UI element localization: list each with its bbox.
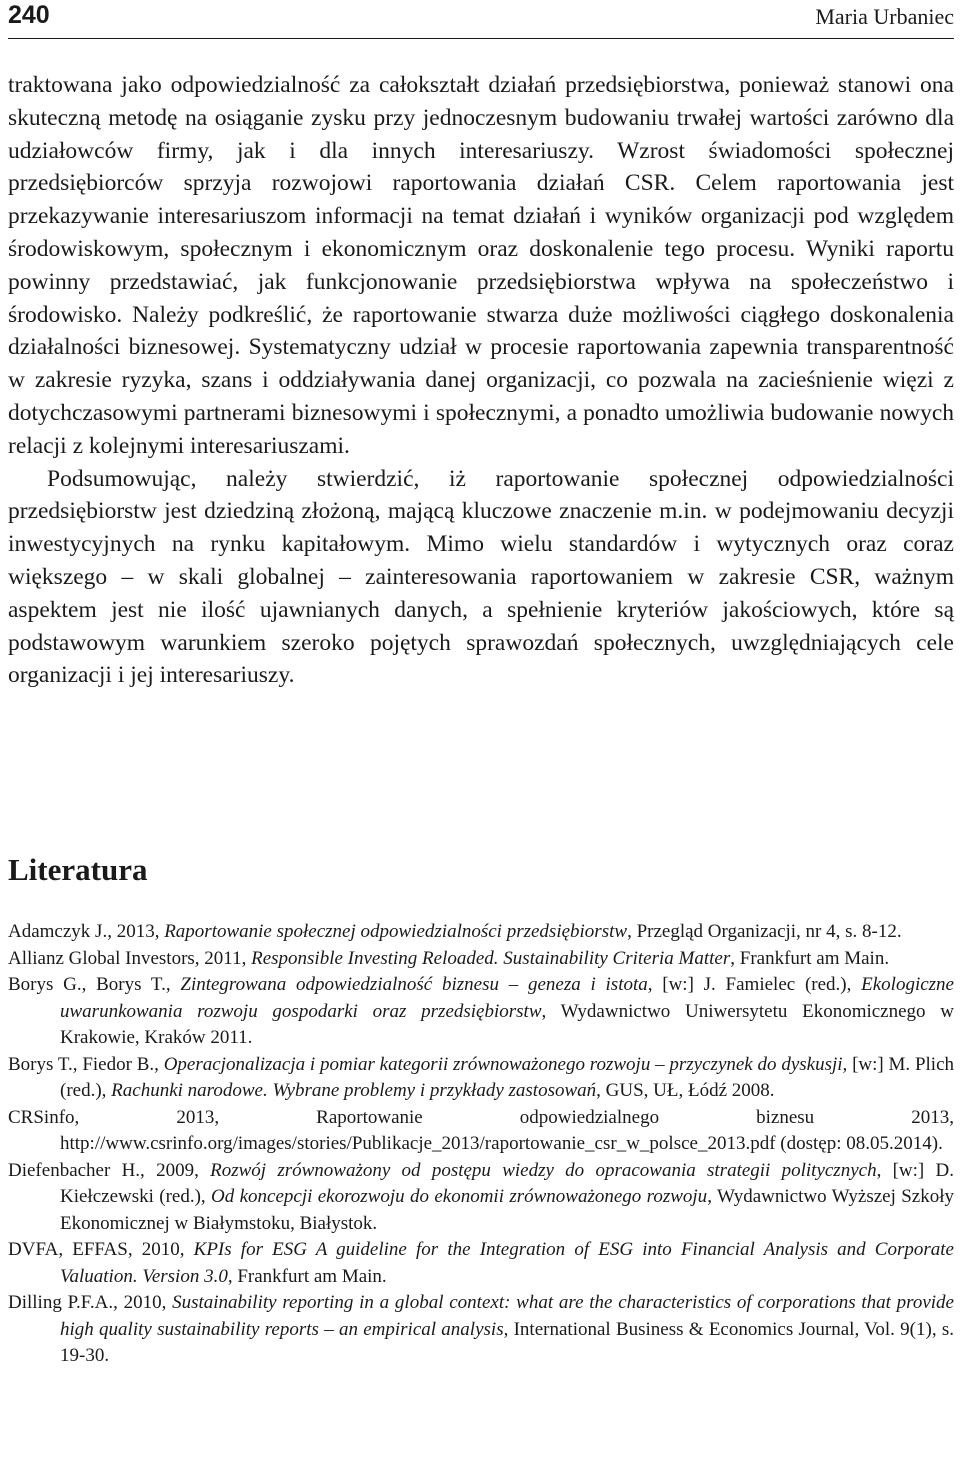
reference-item: Dilling P.F.A., 2010, Sustainability reporting in a global context: what are the characteristics of corporations that provide high quality sustainability reports – an empirical analysis, International Business & Economics Journal, Vol. 9(1), s. 19-30. [8, 1292, 954, 1366]
reference-item: CRSinfo, 2013, Raportowanie odpowiedzialnego biznesu 2013, http://www.csrinfo.org/images/stories/Publikacje_2013/raportowanie_csr_w_polsce_2013.pdf (dostęp: 08.05.2014). [8, 1106, 954, 1154]
body-text [8, 69, 954, 692]
reference-item: Diefenbacher H., 2009, Rozwój zrównoważony od postępu wiedzy do opracowania strategii politycznych, [w:] D. Kiełczewski (red.), Od koncepcji ekorozwoju do ekonomii zrównoważonego rozwoju, Wydawnictwo Wyższej Szkoły Ekonomicznej w Białymstoku, Białystok. [8, 1159, 955, 1234]
reference-item: Adamczyk J., 2013, Raportowanie społecznej odpowiedzialności przedsiębiorstw, Przegląd Organizacji, nr 4, s. 8-12. [8, 921, 902, 942]
paragraph-continued: traktowana jako odpowiedzialność za całokształt działań przedsiębiorstwa, ponieważ stanowi ona skuteczną metodę na osiąganie zysku przy jednoczesnym budowaniu trwałej wartości zarówno dla udziałowców firmy, jak i dla innych interesariuszy. Wzrost świadomości społecznej przedsiębiorców sprzyja rozwojowi raportowania działań CSR. Celem raportowania jest przekazywanie interesariuszom informacji na temat działań i wyników organizacji pod względem środowiskowym, społecznym i ekonomicznym oraz doskonalenie tego procesu. Wyniki raportu powinny przedstawiać, jak funkcjonowanie przedsiębiorstwa wpływa na społeczeństwo i środowisko. Należy podkreślić, że raportowanie stwarza duże możliwości ciągłego doskonalenia działalności biznesowej. Systematyczny udział w procesie raportowania zapewnia transparentność w zakresie ryzyka, szans i oddziaływania danej organizacji, co pozwala na zacieśnienie więzi z dotychczasowymi partnerami biznesowymi i społecznymi, a ponadto umożliwia budowanie nowych relacji z kolejnymi interesariuszami. [8, 72, 954, 459]
reference-item: Allianz Global Investors, 2011, Responsible Investing Reloaded. Sustainability Criteria Matter, Frankfurt am Main. [8, 947, 890, 969]
reference-list [8, 919, 954, 1370]
running-head-author: Maria Urbaniec [815, 4, 954, 29]
running-head [8, 0, 954, 39]
reference-item: DVFA, EFFAS, 2010, KPIs for ESG A guideline for the Integration of ESG into Financial Analysis and Corporate Valuation. Version 3.0, Frankfurt am Main. [8, 1239, 954, 1287]
reference-item: Borys T., Fiedor B., Operacjonalizacja i pomiar kategorii zrównoważonego rozwoju – przyczynek do dyskusji, [w:] M. Plich (red.), Rachunki narodowe. Wybrane problemy i przykłady zastosowań, GUS, UŁ, Łódź 2008. [8, 1053, 955, 1101]
section-heading-literatura: Literatura [8, 852, 148, 887]
paragraph-conclusion: Podsumowując, należy stwierdzić, iż raportowanie społecznej odpowiedzialności przedsiębiorstw jest dziedziną złożoną, mającą kluczowe znaczenie m.in. w podejmowaniu decyzji inwestycyjnych na rynku kapitałowym. Mimo wielu standardów i wytycznych oraz coraz większego – w skali globalnej – zainteresowania raportowaniem w zakresie CSR, ważnym aspektem jest nie ilość ujawnianych danych, a spełnienie kryteriów jakościowych, które są podstawowym warunkiem szeroko pojętych sprawozdań społecznych, uwzględniających cele organizacji i jej interesariuszy. [8, 465, 954, 689]
reference-item: Borys G., Borys T., Zintegrowana odpowiedzialność biznesu – geneza i istota, [w:] J. Famielec (red.), Ekologiczne uwarunkowania rozwoju gospodarki oraz przedsiębiorstw, Wydawnictwo Uniwersytetu Ekonomicznego w Krakowie, Kraków 2011. [8, 974, 954, 1048]
page-number: 240 [8, 1, 50, 29]
